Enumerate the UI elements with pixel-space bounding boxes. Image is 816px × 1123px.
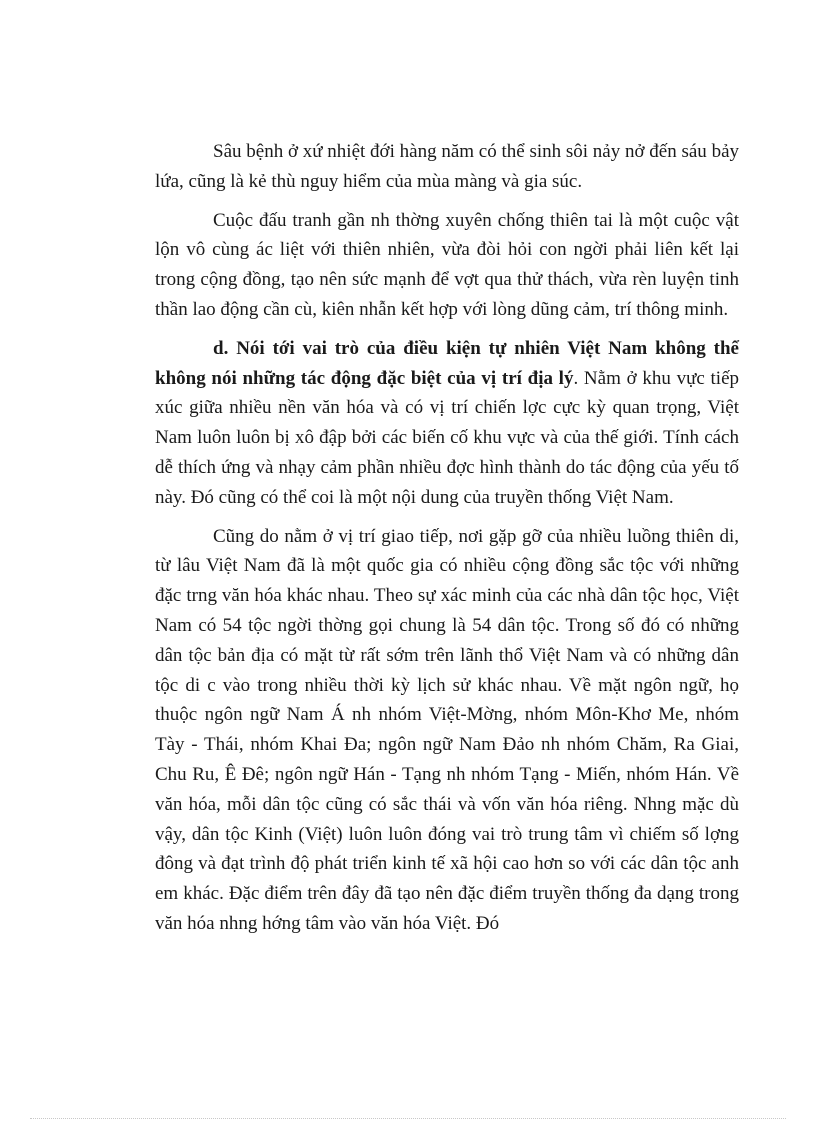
paragraph-heading-bold: d. Nói tới vai trò của điều kiện tự nhiên Việt Nam không thể không nói những tác động đặc biệt của vị trí địa lý bbox=[155, 337, 739, 389]
paragraph-text: . Nằm ở khu vực tiếp xúc giữa nhiều nền văn hóa và có vị trí chiến lợc cực kỳ quan trọng, Việt Nam luôn luôn bị xô đập bởi các biến cố khu vực và của thế giới. Tính cách dễ thích ứng và nhạy cảm phần nhiều đợc hình thành do tác động của yếu tố này. Đó cũng có thể coi là một nội dung của truyền thống Việt Nam. bbox=[155, 367, 739, 508]
paragraph-text: Sâu bệnh ở xứ nhiệt đới hàng năm có thể sinh sôi nảy nở đến sáu bảy lứa, cũng là kẻ thù nguy hiểm của mùa màng và gia súc. bbox=[155, 141, 739, 192]
paragraph-text: Cũng do nằm ở vị trí giao tiếp, nơi gặp gỡ của nhiều luồng thiên di, từ lâu Việt Nam đã là một quốc gia có nhiều cộng đồng sắc tộc với những đặc trng văn hóa khác nhau. Theo sự xác minh của các nhà dân tộc học, Việt Nam có 54 tộc ngời thờng gọi chung là 54 dân tộc. Trong số đó có những dân tộc bản địa có mặt từ rất sớm trên lãnh thổ Việt Nam và có những dân tộc di c vào trong nhiều thời kỳ lịch sử khác nhau. Về mặt ngôn ngữ, họ thuộc ngôn ngữ Nam Á nh nhóm Việt-Mờng, nhóm Môn-Khơ Me, nhóm Tày - Thái, nhóm Khai Đa; ngôn ngữ Nam Đảo nh nhóm Chăm, Ra Giai, Chu Ru, Ê Đê; ngôn ngữ Hán - Tạng nh nhóm Tạng - Miến, nhóm Hán. Về văn hóa, mỗi dân tộc cũng có sắc thái và vốn văn hóa riêng. Nhng mặc dù vậy, dân tộc Kinh (Việt) luôn luôn đóng vai trò trung tâm vì chiếm số lợng đông và đạt trình độ phát triển kinh tế xã hội cao hơn so với các dân tộc anh em khác. Đặc điểm trên đây đã tạo nên đặc điểm truyền thống đa dạng trong văn hóa nhng hớng tâm vào văn hóa Việt. Đó bbox=[155, 525, 739, 934]
paragraph-ethnic-groups bbox=[155, 522, 739, 939]
paragraph-struggle bbox=[155, 206, 739, 325]
paragraph-pests bbox=[155, 137, 739, 197]
paragraph-text: Cuộc đấu tranh gần nh thờng xuyên chống thiên tai là một cuộc vật lộn vô cùng ác liệt với thiên nhiên, vừa đòi hỏi con ngời phải liên kết lại trong cộng đồng, tạo nên sức mạnh để vợt qua thử thách, vừa rèn luyện tinh thần lao động cần cù, kiên nhẫn kết hợp với lòng dũng cảm, trí thông minh. bbox=[155, 209, 739, 320]
document-body bbox=[155, 137, 739, 948]
page-bottom-divider bbox=[30, 1118, 786, 1119]
paragraph-geography bbox=[155, 334, 739, 513]
